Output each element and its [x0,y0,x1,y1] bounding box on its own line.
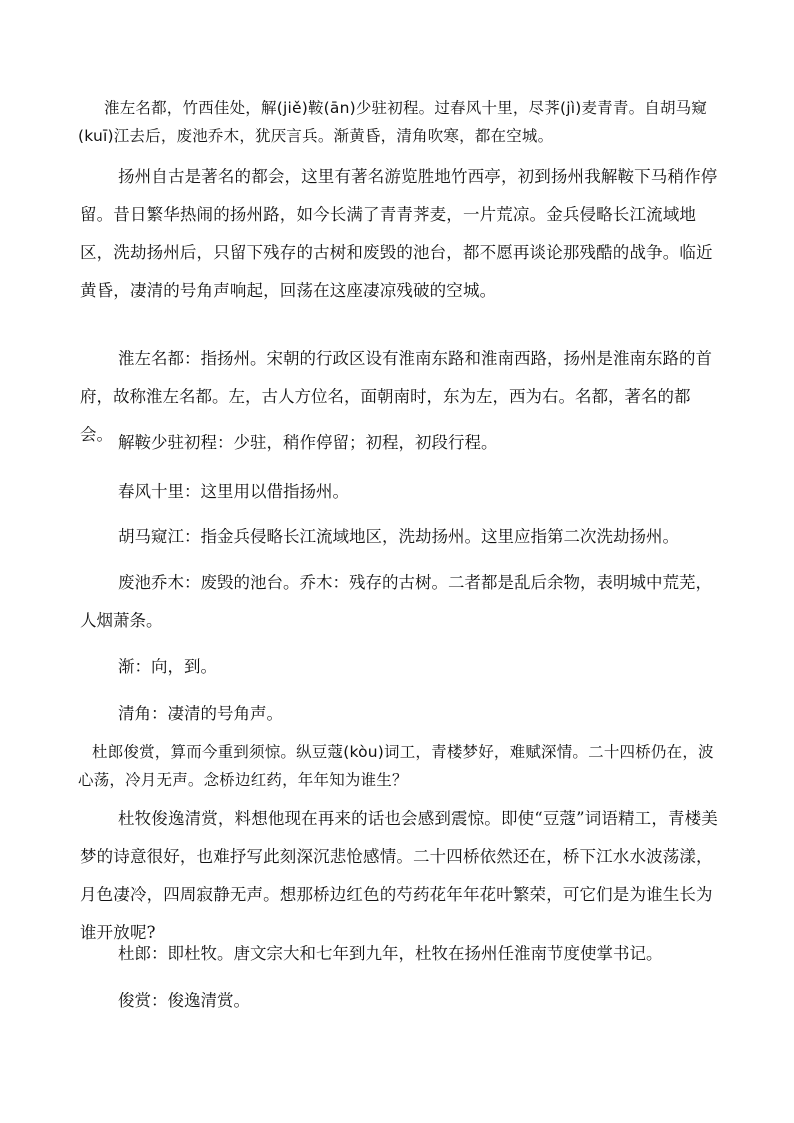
note-chunfeng-shili: 春风十里：这里用以借指扬州。 [118,482,349,501]
poem-stanza-1: 淮左名都，竹西佳处，解(jiě)鞍(ān)少驻初程。过春风十里，尽荠(jì)麦青青。自胡马窥(kuī)江去后，废池乔木，犹厌言兵。渐黄昏，清角吹寒，都在空城。 [78,99,708,145]
translation-stanza-2: 杜牧俊逸清赏，料想他现在再来的话也会感到震惊。即使“豆蔻”词语精工，青楼美梦的诗意很好，也难抒写此刻深沉悲怆感情。二十四桥依然还在，桥下江水水波荡漾，月色凄冷，四周寂静无声。想那桥边红色的芍药花年年花叶繁荣，可它们是为谁生长为谁开放呢? [80,809,718,942]
note-junshang: 俊赏：俊逸清赏。 [118,991,250,1010]
translation-stanza-1: 扬州自古是著名的都会，这里有著名游览胜地竹西亭，初到扬州我解鞍下马稍作停留。昔日繁华热闹的扬州路，如今长满了青青荠麦，一片荒凉。金兵侵略长江流域地区，洗劫扬州后，只留下残存的古树和废毁的池台，都不愿再谈论那残酷的战争。临近黄昏，凄清的号角声响起，回荡在这座凄凉残破的空城。 [80,167,718,300]
note-qingjiao: 清角：凄清的号角声。 [118,704,283,723]
poem-stanza-2: 杜郎俊赏，算而今重到须惊。纵豆蔻(kòu)词工，青楼梦好，难赋深情。二十四桥仍在，波心荡，冷月无声。念桥边红药，年年知为谁生？ [78,743,714,789]
note-feichi-qiaomu: 废池乔木：废毁的池台。乔木：残存的古树。二者都是乱后余物，表明城中荒芜，人烟萧条。 [80,573,712,630]
note-dulang: 杜郎：即杜牧。唐文宗大和七年到九年，杜牧在扬州任淮南节度使掌书记。 [118,944,663,963]
note-jiean-shaozhu: 解鞍少驻初程：少驻，稍作停留；初程，初段行程。 [118,433,498,452]
note-jian: 渐：向，到。 [118,657,217,676]
note-huma-kuijiang: 胡马窥江：指金兵侵略长江流域地区，洗劫扬州。这里应指第二次洗劫扬州。 [118,527,679,546]
note-huaizuo-mingdu: 淮左名都：指扬州。宋朝的行政区设有淮南东路和淮南西路，扬州是淮南东路的首府，故称淮左名都。左，古人方位名，面朝南时，东为左，西为右。名都，著名的都会。 [80,349,712,444]
